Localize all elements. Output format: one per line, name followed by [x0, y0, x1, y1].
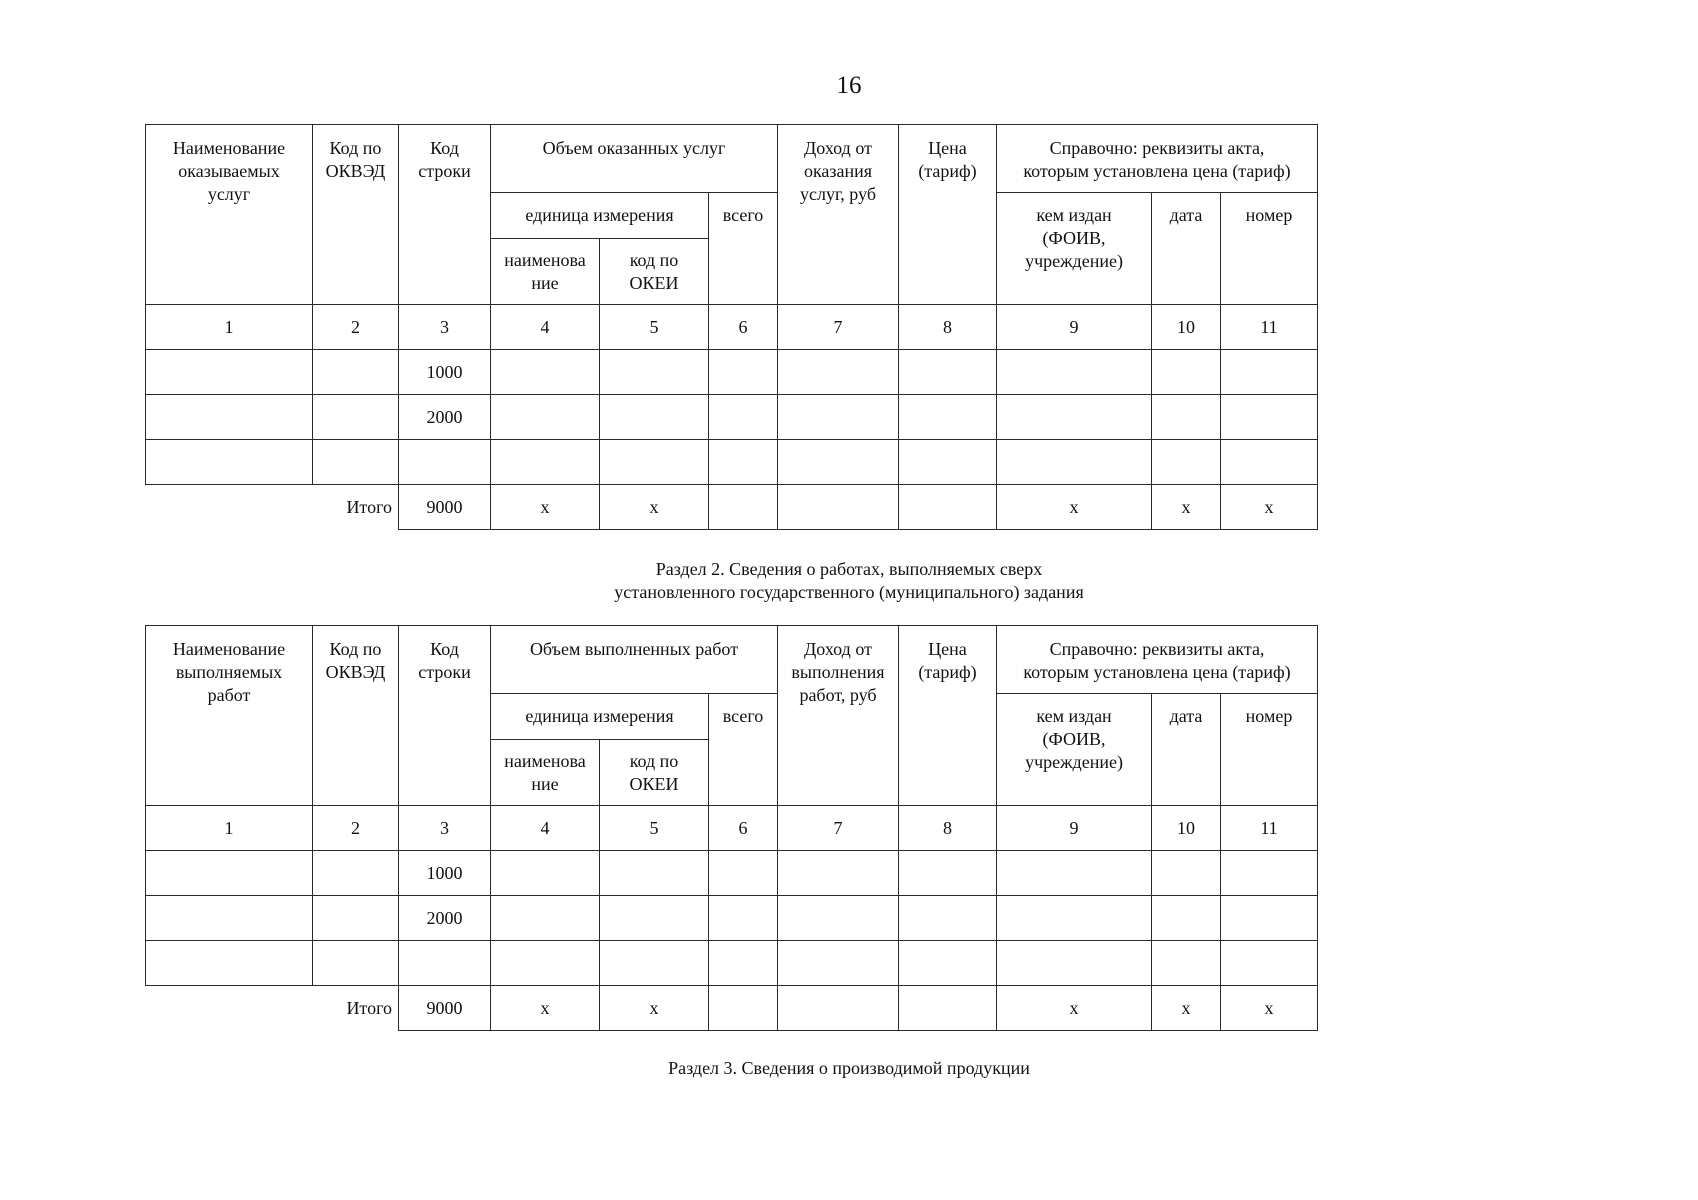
table-cell: [313, 395, 399, 440]
header-number: номер: [1221, 694, 1318, 806]
total-cell: x: [1152, 485, 1221, 530]
header-total: всего: [709, 193, 778, 305]
table-cell: [600, 896, 709, 941]
table-cell: [899, 851, 997, 896]
table-cell: [600, 395, 709, 440]
table-cell: 7: [778, 305, 899, 350]
table-cell: [600, 941, 709, 986]
table-cell: 11: [1221, 305, 1318, 350]
works-table: [145, 625, 1318, 1031]
table-row: [146, 941, 1318, 986]
table-cell: 8: [899, 806, 997, 851]
table-cell: 5: [600, 305, 709, 350]
table-cell: [399, 941, 491, 986]
table-cell: 8: [899, 305, 997, 350]
table-cell: 2000: [399, 395, 491, 440]
header-okved-code: Код по ОКВЭД: [313, 626, 399, 806]
table-cell: [491, 350, 600, 395]
table-cell: [313, 440, 399, 485]
table-cell: [709, 395, 778, 440]
table-cell: 2000: [399, 896, 491, 941]
header-work-name: Наименование выполняемых работ: [146, 626, 313, 806]
total-cell: x: [491, 485, 600, 530]
table-cell: [778, 350, 899, 395]
total-cell: x: [1221, 986, 1318, 1031]
total-row: [146, 986, 1318, 1031]
table-cell: [600, 440, 709, 485]
header-income: Доход от оказания услуг, руб: [778, 125, 899, 305]
table-cell: [1221, 350, 1318, 395]
table-row: [146, 896, 1318, 941]
table-cell: [491, 395, 600, 440]
table-cell: [1221, 896, 1318, 941]
header-okei-code: код по ОКЕИ: [600, 239, 709, 305]
table-cell: [899, 395, 997, 440]
total-cell: x: [997, 485, 1152, 530]
header-row-code: Код строки: [399, 626, 491, 806]
table-cell: [709, 851, 778, 896]
table-cell: [778, 851, 899, 896]
header-price: Цена (тариф): [899, 125, 997, 305]
table-cell: [778, 941, 899, 986]
table-cell: [709, 941, 778, 986]
header-okei-code: код по ОКЕИ: [600, 740, 709, 806]
header-row-code: Код строки: [399, 125, 491, 305]
table-row: [146, 851, 1318, 896]
table-cell: [313, 941, 399, 986]
header-unit-name: наименова ние: [491, 740, 600, 806]
total-cell: x: [600, 986, 709, 1031]
total-cell: [709, 485, 778, 530]
table-cell: [491, 851, 600, 896]
table-cell: [899, 896, 997, 941]
total-cell: x: [600, 485, 709, 530]
total-cell: [899, 986, 997, 1031]
table-cell: [313, 896, 399, 941]
table-cell: [146, 350, 313, 395]
table-cell: [1152, 851, 1221, 896]
table-row: [146, 395, 1318, 440]
table-cell: [709, 440, 778, 485]
table-cell: [997, 440, 1152, 485]
header-unit-of-measure: единица измерения: [491, 193, 709, 239]
total-cell: x: [1152, 986, 1221, 1031]
table-cell: 2: [313, 305, 399, 350]
table-cell: [899, 941, 997, 986]
header-unit-of-measure: единица измерения: [491, 694, 709, 740]
services-table: [145, 124, 1318, 530]
total-cell: x: [491, 986, 600, 1031]
header-date: дата: [1152, 694, 1221, 806]
table-cell: [899, 350, 997, 395]
table-cell: [399, 440, 491, 485]
table-cell: 7: [778, 806, 899, 851]
header-unit-name: наименова ние: [491, 239, 600, 305]
table-cell: 1: [146, 305, 313, 350]
table-cell: 2: [313, 806, 399, 851]
total-cell: x: [997, 986, 1152, 1031]
total-cell: x: [1221, 485, 1318, 530]
table-cell: [146, 440, 313, 485]
table-cell: 9: [997, 806, 1152, 851]
total-cell: 9000: [399, 986, 491, 1031]
table-row: [146, 440, 1318, 485]
table-cell: [146, 896, 313, 941]
total-cell: 9000: [399, 485, 491, 530]
header-volume: Объем оказанных услуг: [491, 125, 778, 193]
table-cell: 1000: [399, 350, 491, 395]
table-cell: [778, 896, 899, 941]
table-cell: 3: [399, 305, 491, 350]
table-cell: [1152, 440, 1221, 485]
table-cell: [1152, 941, 1221, 986]
table-cell: [1221, 440, 1318, 485]
table-cell: 10: [1152, 806, 1221, 851]
table-cell: [600, 851, 709, 896]
total-cell: [709, 986, 778, 1031]
table-cell: [709, 350, 778, 395]
table-cell: [997, 896, 1152, 941]
table-cell: [491, 941, 600, 986]
table-cell: 3: [399, 806, 491, 851]
total-label: Итого: [146, 485, 399, 530]
table-cell: [313, 350, 399, 395]
table-cell: [778, 395, 899, 440]
table-cell: [146, 395, 313, 440]
table-cell: [1152, 896, 1221, 941]
table-cell: [899, 440, 997, 485]
section-3-heading: Раздел 3. Сведения о производимой продукции: [668, 1058, 1030, 1078]
header-service-name: Наименование оказываемых услуг: [146, 125, 313, 305]
table-cell: 1: [146, 806, 313, 851]
table-cell: [997, 941, 1152, 986]
table-cell: 6: [709, 806, 778, 851]
header-okved-code: Код по ОКВЭД: [313, 125, 399, 305]
table-cell: [313, 851, 399, 896]
column-number-row: [146, 305, 1318, 350]
header-total: всего: [709, 694, 778, 806]
table-cell: 4: [491, 305, 600, 350]
total-row: [146, 485, 1318, 530]
table-cell: [146, 851, 313, 896]
table-cell: 9: [997, 305, 1152, 350]
column-number-row: [146, 806, 1318, 851]
header-date: дата: [1152, 193, 1221, 305]
header-price: Цена (тариф): [899, 626, 997, 806]
header-volume: Объем выполненных работ: [491, 626, 778, 694]
table-cell: [1152, 350, 1221, 395]
table-cell: 4: [491, 806, 600, 851]
table-cell: [1152, 395, 1221, 440]
table-cell: 11: [1221, 806, 1318, 851]
total-label: Итого: [146, 986, 399, 1031]
table-cell: 6: [709, 305, 778, 350]
table-cell: [1221, 941, 1318, 986]
table-cell: [709, 896, 778, 941]
table-cell: 5: [600, 806, 709, 851]
table-cell: [146, 941, 313, 986]
table-cell: [491, 896, 600, 941]
page-number: 16: [836, 72, 862, 99]
table-cell: [1221, 395, 1318, 440]
total-cell: [778, 986, 899, 1031]
table-cell: [997, 851, 1152, 896]
table-cell: [600, 350, 709, 395]
table-cell: [1221, 851, 1318, 896]
header-act-reference: Справочно: реквизиты акта, которым установлена цена (тариф): [997, 125, 1318, 193]
header-income: Доход от выполнения работ, руб: [778, 626, 899, 806]
table-cell: [997, 395, 1152, 440]
table-row: [146, 350, 1318, 395]
total-cell: [899, 485, 997, 530]
header-number: номер: [1221, 193, 1318, 305]
table-cell: 10: [1152, 305, 1221, 350]
header-issued-by: кем издан (ФОИВ, учреждение): [997, 694, 1152, 806]
header-act-reference: Справочно: реквизиты акта, которым установлена цена (тариф): [997, 626, 1318, 694]
table-cell: [778, 440, 899, 485]
table-cell: [997, 350, 1152, 395]
table-cell: [491, 440, 600, 485]
section-2-heading: Раздел 2. Сведения о работах, выполняемых сверх установленного государственного (муниципального) задания: [614, 559, 1084, 602]
total-cell: [778, 485, 899, 530]
header-issued-by: кем издан (ФОИВ, учреждение): [997, 193, 1152, 305]
table-cell: 1000: [399, 851, 491, 896]
